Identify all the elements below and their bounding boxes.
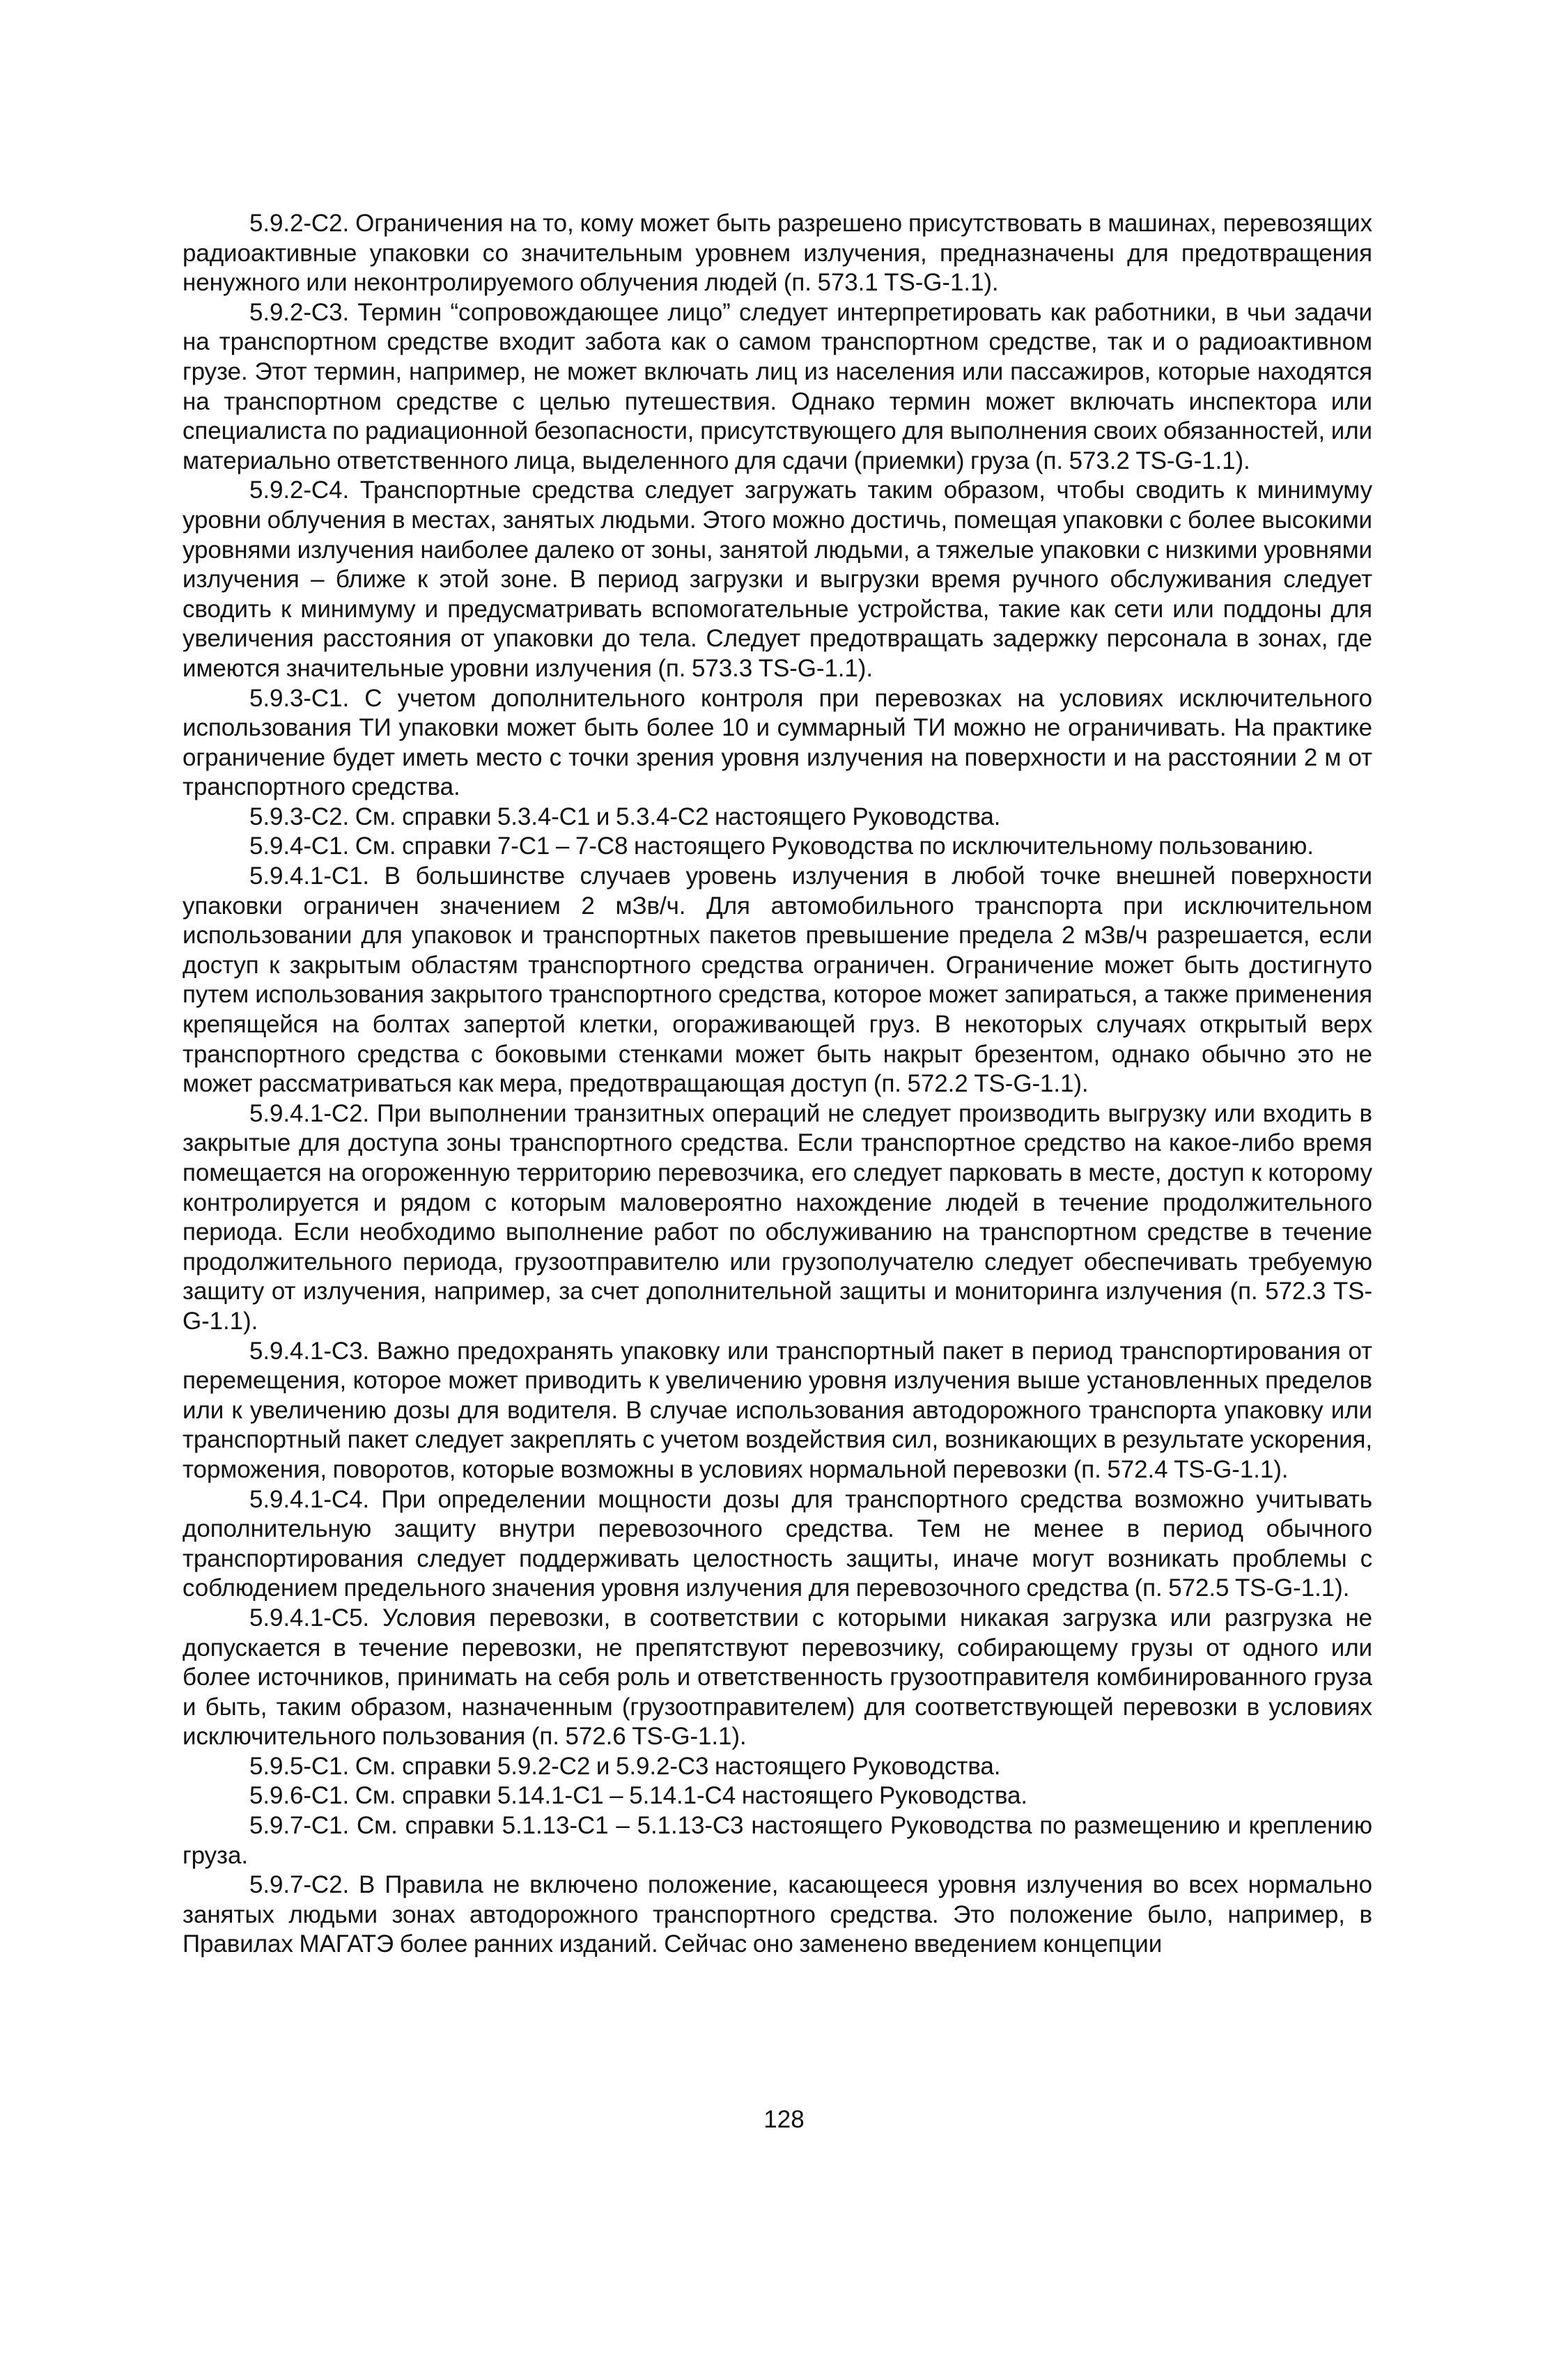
page-number: 128	[763, 2106, 805, 2133]
paragraph-5-9-2-c3: 5.9.2-С3. Термин “сопровождающее лицо” следует интерпретировать как работники, в чьи задачи на транспортном средстве входит забота как о самом транспортном средстве, так и о радиоактивном грузе. Этот термин, например, не может включать лиц из населения или пассажиров, которые находятся на транспортном средстве с целью путешествия. Однако термин может включать инспектора или специалиста по радиационной безопасности, присутствующего для выполнения своих обязанностей, или материально ответственного лица, выделенного для сдачи (приемки) груза (п. 573.2 TS-G-1.1).	[183, 298, 1372, 474]
paragraph-5-9-4-1-c4: 5.9.4.1-С4. При определении мощности дозы для транспортного средства возможно учитывать дополнительную защиту внутри перевозочного средства. Тем не менее в период обычного транспортирования следует поддерживать целостность защиты, иначе могут возникать проблемы с соблюдением предельного значения уровня излучения для перевозочного средства (п. 572.5 TS-G-1.1).	[183, 1485, 1372, 1602]
paragraph-5-9-3-c1: 5.9.3-С1. С учетом дополнительного контроля при перевозках на условиях исключительного использования ТИ упаковки может быть более 10 и суммарный ТИ можно не ограничивать. На практике ограничение будет иметь место с точки зрения уровня излучения на поверхности и на расстоянии 2 м от транспортного средства.	[183, 684, 1372, 801]
paragraph-5-9-4-1-c3: 5.9.4.1-С3. Важно предохранять упаковку или транспортный пакет в период транспортирования от перемещения, которое может приводить к увеличению уровня излучения выше установленных пределов или к увеличению дозы для водителя. В случае использования автодорожного транспорта упаковку или транспортный пакет следует закреплять с учетом воздействия сил, возникающих в результате ускорения, торможения, поворотов, которые возможны в условиях нормальной перевозки (п. 572.4 TS-G-1.1).	[183, 1337, 1372, 1483]
paragraph-5-9-7-c2: 5.9.7-С2. В Правила не включено положение, касающееся уровня излучения во всех нормально занятых людьми зонах автодорожного транспортного средства. Это положение было, например, в Правилах МАГАТЭ более ранних изданий. Сейчас оно заменено введением концепции	[183, 1871, 1372, 1958]
paragraph-5-9-4-1-c1: 5.9.4.1-С1. В большинстве случаев уровень излучения в любой точке внешней поверхности упаковки ограничен значением 2 мЗв/ч. Для автомобильного транспорта при исключительном использовании для упаковок и транспортных пакетов превышение предела 2 мЗв/ч разрешается, если доступ к закрытым областям транспортного средства ограничен. Ограничение может быть достигнуто путем использования закрытого транспортного средства, которое может запираться, а также применения крепящейся на болтах запертой клетки, огораживающей груз. В некоторых случаях открытый верх транспортного средства с боковыми стенками может быть накрыт брезентом, однако обычно это не может рассматриваться как мера, предотвращающая доступ (п. 572.2 TS-G-1.1).	[183, 862, 1372, 1098]
body-text	[183, 209, 1372, 1960]
paragraph-5-9-4-1-c2: 5.9.4.1-С2. При выполнении транзитных операций не следует производить выгрузку или входить в закрытые для доступа зоны транспортного средства. Если транспортное средство на какое-либо время помещается на огороженную территорию перевозчика, его следует парковать в месте, доступ к которому контролируется и рядом с которым маловероятно нахождение людей в течение продолжительного периода. Если необходимо выполнение работ по обслуживанию на транспортном средстве в течение продолжительного периода, грузоотправителю или грузополучателю следует обеспечивать требуемую защиту от излучения, например, за счет дополнительной защиты и мониторинга излучения (п. 572.3 TS-G-1.1).	[183, 1099, 1372, 1335]
paragraph-5-9-2-c4: 5.9.2-С4. Транспортные средства следует загружать таким образом, чтобы сводить к минимуму уровни облучения в местах, занятых людьми. Этого можно достичь, помещая упаковки с более высокими уровнями излучения наиболее далеко от зоны, занятой людьми, а тяжелые упаковки с низкими уровнями излучения – ближе к этой зоне. В период загрузки и выгрузки время ручного обслуживания следует сводить к минимуму и предусматривать вспомогательные устройства, такие как сети или поддоны для увеличения расстояния от упаковки до тела. Следует предотвращать задержку персонала в зонах, где имеются значительные уровни излучения (п. 573.3 TS-G-1.1).	[183, 476, 1372, 682]
paragraph-5-9-4-1-c5: 5.9.4.1-С5. Условия перевозки, в соответствии с которыми никакая загрузка или разгрузка не допускается в течение перевозки, не препятствуют перевозчику, собирающему грузы от одного или более источников, принимать на себя роль и ответственность грузоотправителя комбинированного груза и быть, таким образом, назначенным (грузоотправителем) для соответствующей перевозки в условиях исключительного пользования (п. 572.6 TS-G-1.1).	[183, 1604, 1372, 1751]
paragraph-5-9-2-c2: 5.9.2-С2. Ограничения на то, кому может быть разрешено присутствовать в машинах, перевозящих радиоактивные упаковки со значительным уровнем излучения, предназначены для предотвращения ненужного или неконтролируемого облучения людей (п. 573.1 TS-G-1.1).	[183, 210, 1372, 297]
paragraph-5-9-7-c1: 5.9.7-С1. См. справки 5.1.13-С1 – 5.1.13-С3 настоящего Руководства по размещению и креплению груза.	[183, 1812, 1372, 1869]
paragraph-5-9-5-c1: 5.9.5-С1. См. справки 5.9.2-С2 и 5.9.2-С3 настоящего Руководства.	[249, 1752, 1001, 1780]
paragraph-5-9-4-c1: 5.9.4-С1. См. справки 7-С1 – 7-С8 настоящего Руководства по исключительному пользованию.	[249, 832, 1314, 860]
paragraph-5-9-6-c1: 5.9.6-С1. См. справки 5.14.1-С1 – 5.14.1-С4 настоящего Руководства.	[249, 1782, 1028, 1810]
paragraph-5-9-3-c2: 5.9.3-С2. См. справки 5.3.4-С1 и 5.3.4-С2 настоящего Руководства.	[249, 803, 1001, 830]
